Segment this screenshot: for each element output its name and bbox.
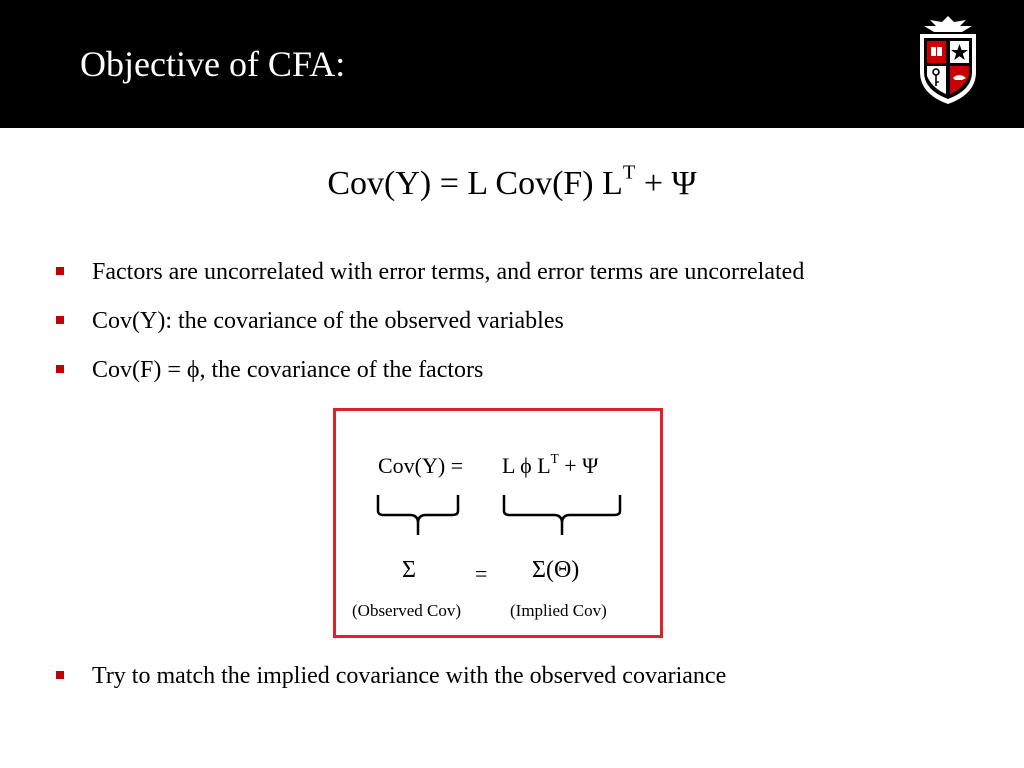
covariance-structure-box bbox=[333, 408, 663, 638]
box-transpose-superscript: T bbox=[550, 451, 559, 467]
observed-cov-label: (Observed Cov) bbox=[352, 601, 462, 620]
bullet-square-icon bbox=[56, 671, 64, 679]
box-equation-left: Cov(Y) = bbox=[378, 453, 464, 478]
bullet-text: Try to match the implied covariance with the observed covariance bbox=[92, 663, 727, 689]
bullet-text: Cov(Y): the covariance of the observed variables bbox=[92, 308, 564, 334]
observed-sigma: Σ bbox=[402, 557, 416, 583]
implied-sigma-theta: Σ(Θ) bbox=[532, 557, 580, 583]
box-equals-sign: = bbox=[475, 561, 488, 586]
bullet-square-icon bbox=[56, 316, 64, 324]
main-equation-left: Cov(Y) = L Cov(F) L bbox=[327, 165, 623, 202]
main-equation-right: + Ψ bbox=[635, 165, 697, 202]
transpose-superscript: T bbox=[622, 161, 636, 184]
slide-header bbox=[0, 0, 1024, 128]
box-equation-right-text: L ϕ L bbox=[502, 453, 551, 478]
bullet-text: Cov(F) = ϕ, the covariance of the factors bbox=[92, 357, 484, 383]
bullet-square-icon bbox=[56, 365, 64, 373]
bullet-text: Factors are uncorrelated with error terms, and error terms are uncorrelated bbox=[92, 259, 805, 285]
implied-cov-label: (Implied Cov) bbox=[510, 601, 607, 620]
box-equation-tail: + Ψ bbox=[558, 453, 599, 478]
bullet-square-icon bbox=[56, 267, 64, 275]
main-equation bbox=[0, 162, 1024, 206]
university-shield-logo-icon bbox=[914, 14, 982, 106]
slide-title: Objective of CFA: bbox=[80, 44, 346, 84]
